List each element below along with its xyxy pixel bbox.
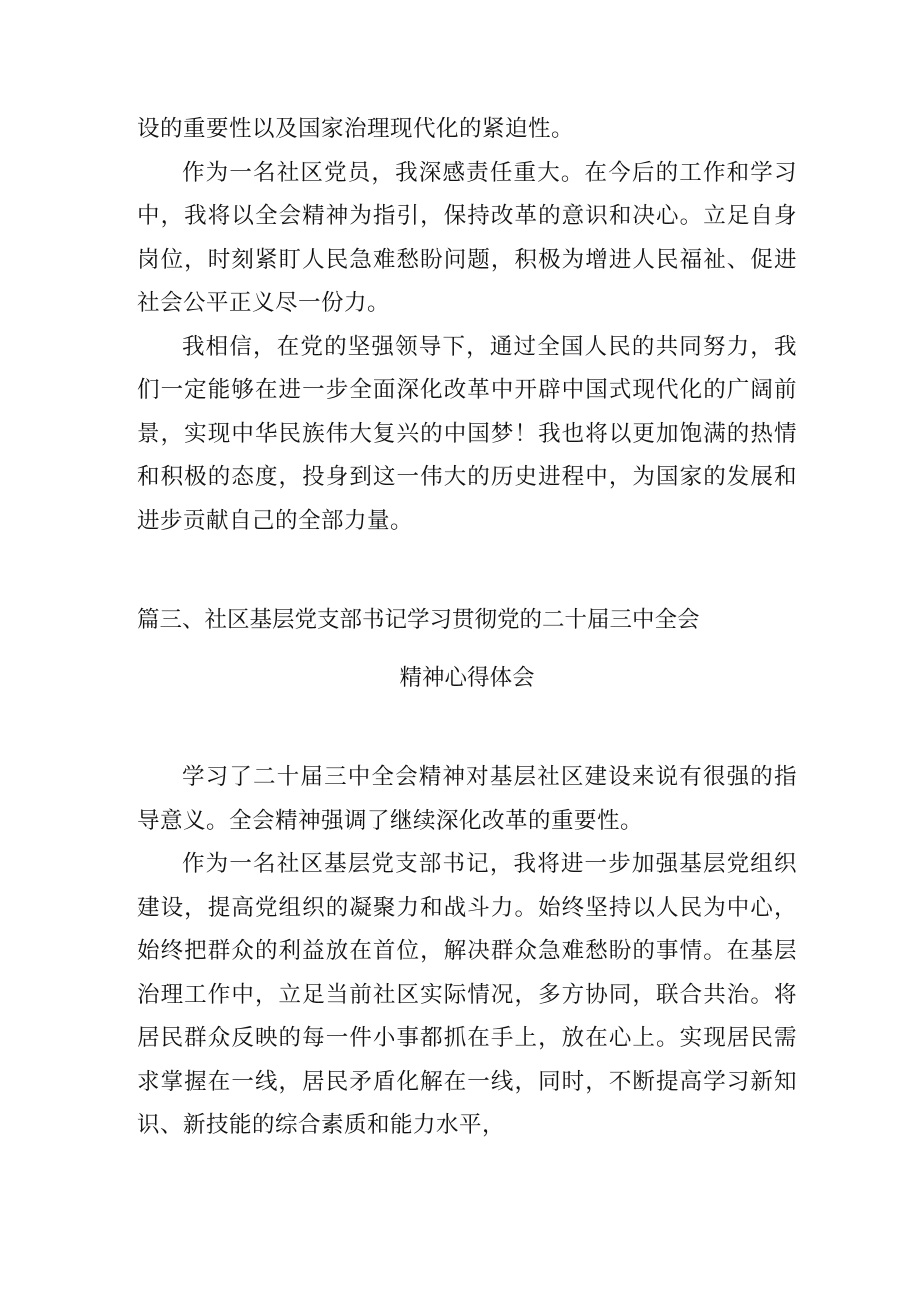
paragraph: 作为一名社区基层党支部书记，我将进一步加强基层党组织建设，提高党组织的凝聚力和战斗力。始终坚持以人民为中心，始终把群众的利益放在首位，解决群众急难愁盼的事情。在基层治理工作中，立足当前社区实际情况，多方协同，联合共治。将居民群众反映的每一件小事都抓在手上，放在心上。实现居民需求掌握在一线，居民矛盾化解在一线，同时，不断提高学习新知识、新技能的综合素质和能力水平， [137,851,797,1138]
body-text-bottom [137,756,797,1148]
paragraph-continuation: 设的重要性以及国家治理现代化的紧迫性。 [137,116,575,142]
section-heading-line1: 篇三、社区基层党支部书记学习贯彻党的二十届三中全会 [137,607,700,633]
paragraph: 作为一名社区党员，我深感责任重大。在今后的工作和学习中，我将以全会精神为指引，保持改革的意识和决心。立足自身岗位，时刻紧盯人民急难愁盼问题，积极为增进人民福祉、促进社会公平正义尽一份力。 [137,159,797,316]
paragraph: 我相信，在党的坚强领导下，通过全国人民的共同努力，我们一定能够在进一步全面深化改革中开辟中国式现代化的广阔前景，实现中华民族伟大复兴的中国梦！我也将以更加饱满的热情和积极的态度，投身到这一伟大的历史进程中，为国家的发展和进步贡献自己的全部力量。 [137,333,797,534]
body-text-top [137,108,797,543]
section-heading-line2: 精神心得体会 [399,665,535,691]
paragraph: 学习了二十届三中全会精神对基层社区建设来说有很强的指导意义。全会精神强调了继续深化改革的重要性。 [137,764,797,834]
